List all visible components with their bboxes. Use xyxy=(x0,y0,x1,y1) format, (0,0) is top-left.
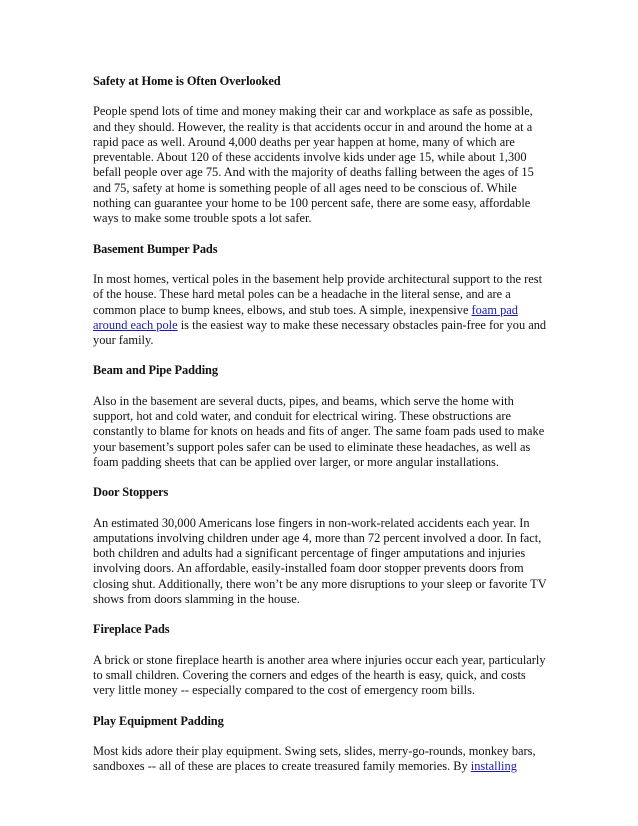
section-body-fireplace-pads: A brick or stone fireplace hearth is another area where injuries occur each year, particularly to small children. Covering the corners and edges of the hearth is easy, quick, and costs very little money -- especially compared to the cost of emergency room bills. xyxy=(93,652,546,698)
section-heading-beam-and-pipe-padding: Beam and Pipe Padding xyxy=(93,363,218,378)
section-heading-basement-bumper-pads: Basement Bumper Pads xyxy=(93,241,218,256)
section-body-beam-and-pipe-padding: Also in the basement are several ducts, pipes, and beams, which serve the home with support, hot and cold water, and conduit for electrical wiring. These obstructions are constantly to blame for knots on heads and fits of anger. The same foam pads used to make your basement’s support poles safer can be used to eliminate these headaches, as well as foam padding sheets that can be applied over larger, or more angular installations. xyxy=(93,393,545,469)
section-heading-safety-at-home: Safety at Home is Often Overlooked xyxy=(93,74,281,88)
section-heading-door-stoppers: Door Stoppers xyxy=(93,485,169,500)
section-heading-play-equipment-padding: Play Equipment Padding xyxy=(93,713,224,728)
installing-link[interactable]: installing xyxy=(470,759,517,774)
body-text-before-link: In most homes, vertical poles in the basement help provide architectural support to the rest of the house. These hard metal poles can be a headache in the literal sense, and are a common place to bump knees, elbows, and stub toes. A simple, inexpensive xyxy=(93,271,543,317)
section-heading-fireplace-pads: Fireplace Pads xyxy=(93,622,170,637)
body-text-after-link: is the easiest way to make these necessary obstacles pain-free for you and your family. xyxy=(93,317,547,348)
document-page xyxy=(93,64,547,789)
section-body-basement-bumper-pads xyxy=(93,272,547,348)
body-text-before-link: Most kids adore their play equipment. Swing sets, slides, merry-go-rounds, monkey bars, sandboxes -- all of these are places to create treasured family memories. By xyxy=(93,743,536,774)
section-body-play-equipment-padding xyxy=(93,744,547,775)
section-body-safety-at-home: People spend lots of time and money making their car and workplace as safe as possible, and they should. However, the reality is that accidents occur in and around the home at a rapid pace as well. Around 4,000 deaths per year happen at home, many of which are preventable. About 120 of these accidents involve kids under age 15, while about 1,300 befall people over age 75. And with the majority of deaths falling between the ages of 15 and 75, safety at home is something people of all ages need to be conscious of. While nothing can guarantee your home to be 100 percent safe, there are some easy, affordable ways to make some trouble spots a lot safer. xyxy=(93,104,534,226)
foam-pad-link[interactable]: foam pad around each pole xyxy=(93,302,518,332)
section-body-door-stoppers: An estimated 30,000 Americans lose fingers in non-work-related accidents each year. In amputations involving children under age 4, more than 72 percent involved a door. In fact, both children and adults had a significant percentage of finger amputations and injuries involving doors. An affordable, easily-installed foam door stopper prevents doors from closing shut. Additionally, there won’t be any more disruptions to your sleep or favorite TV shows from doors slamming in the house. xyxy=(93,515,547,607)
